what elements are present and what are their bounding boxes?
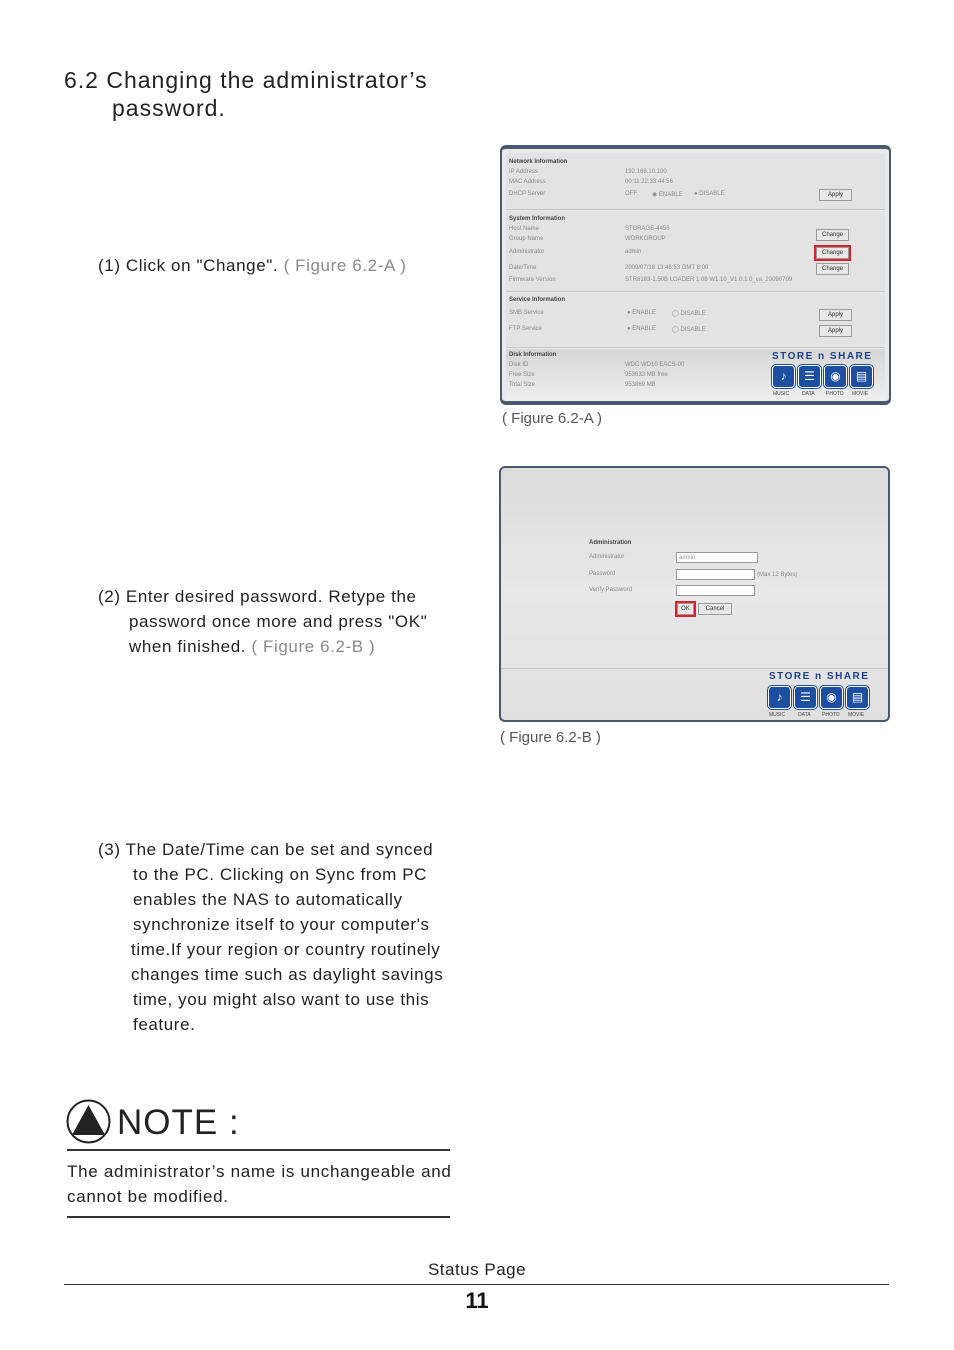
system-info-title: System Information <box>509 216 566 222</box>
ftp-enable-radio[interactable]: ● ENABLE <box>627 326 656 332</box>
step-2 <box>98 584 427 659</box>
step-3 <box>98 837 468 1037</box>
free-size-label: Free Size <box>509 372 535 378</box>
network-info-section <box>506 153 885 210</box>
music-icon-b-label: MUSIC <box>769 712 786 718</box>
step-3-line-3: enables the NAS to automatically <box>133 890 403 909</box>
figure-6-2-b-caption: ( Figure 6.2-B ) <box>500 729 601 746</box>
cancel-button[interactable]: Cancel <box>698 603 732 615</box>
password-hint: (Max 12 Bytes) <box>757 572 798 578</box>
ftp-disable-radio[interactable]: ◯ DISABLE <box>672 327 706 333</box>
mac-value: 00:11:22:33:44:56 <box>625 179 673 185</box>
dhcp-value: OFF <box>625 191 637 197</box>
service-info-title: Service Information <box>509 297 566 303</box>
step-2-line-3 <box>98 634 427 659</box>
photo-icon-b[interactable]: ◉ <box>820 686 843 709</box>
note-text-line-1: The administrator’s name is unchangeable and <box>67 1162 452 1181</box>
system-info-section <box>506 211 885 292</box>
movie-icon-b-label: MOVIE <box>848 712 865 718</box>
photo-icon[interactable]: ◉ <box>824 365 847 388</box>
note-title: NOTE : <box>117 1103 240 1142</box>
footer-label: Status Page <box>427 1260 527 1279</box>
step-2-line-2: password once more and press "OK" <box>129 612 428 631</box>
note-top-rule <box>67 1149 450 1151</box>
ftp-label: FTP Service <box>509 326 542 332</box>
administrator-value: admin <box>625 249 642 255</box>
step-1-figure-ref: ( Figure 6.2-A ) <box>283 256 407 275</box>
movie-icon-b[interactable]: ▤ <box>846 686 869 709</box>
section-heading-line-1: 6.2 Changing the administrator’s <box>64 67 428 93</box>
section-heading-line-2: password. <box>112 95 226 121</box>
figure-6-2-a-screenshot <box>500 145 891 405</box>
network-info-title: Network Information <box>509 159 568 165</box>
photo-icon-label: PHOTO <box>826 391 844 397</box>
verify-password-input[interactable] <box>676 585 755 596</box>
verify-password-label: Verify Password <box>589 587 633 593</box>
total-size-value: 953869 MB <box>625 382 656 388</box>
data-icon[interactable]: ☰ <box>798 365 821 388</box>
music-icon[interactable]: ♪ <box>772 365 795 388</box>
date-time-change-button[interactable]: Change <box>816 263 849 275</box>
step-2-line-3-text: when finished. <box>129 637 252 656</box>
note-text <box>67 1159 467 1209</box>
disk-info-section <box>506 349 885 401</box>
administrator-change-button[interactable]: Change <box>816 247 849 259</box>
step-3-line-6: changes time such as daylight savings <box>131 965 444 984</box>
step-3-line-8: feature. <box>133 1015 196 1034</box>
figure-6-2-a-caption: ( Figure 6.2-A ) <box>502 410 603 427</box>
step-3-line-1: (3) The Date/Time can be set and synced <box>98 840 434 859</box>
password-input[interactable] <box>676 569 755 580</box>
ok-button[interactable]: OK <box>677 603 694 615</box>
step-3-line-5: time.If your region or country routinely <box>131 940 441 959</box>
music-icon-b[interactable]: ♪ <box>768 686 791 709</box>
service-info-section <box>506 293 885 348</box>
note-text-line-2: cannot be modified. <box>67 1187 229 1206</box>
password-label: Password <box>589 571 616 577</box>
movie-icon-label: MOVIE <box>852 391 869 397</box>
host-name-change-button[interactable]: Change <box>816 229 849 241</box>
firmware-label: Firmware Version <box>509 277 556 283</box>
section-heading <box>64 66 428 122</box>
dhcp-enable-radio[interactable]: ◉ ENABLE <box>652 192 683 198</box>
dhcp-disable-radio[interactable]: ● DISABLE <box>694 191 725 197</box>
data-icon-label: DATA <box>802 391 815 397</box>
ip-value: 192.168.10.100 <box>625 169 667 175</box>
mac-label: MAC Address <box>509 179 546 185</box>
step-3-line-4: synchronize itself to your computer's <box>133 915 430 934</box>
group-name-label: Group Name <box>509 236 544 242</box>
date-time-label: Date/Time <box>509 265 537 271</box>
ftp-apply-button[interactable]: Apply <box>819 325 852 337</box>
footer-rule <box>64 1284 889 1285</box>
step-3-line-7: time, you might also want to use this <box>133 990 430 1009</box>
free-size-value: 953633 MB free <box>625 372 668 378</box>
total-size-label: Total Size <box>509 382 536 388</box>
dhcp-label: DHCP Server <box>509 191 546 197</box>
ip-label: IP Address <box>509 169 538 175</box>
smb-enable-radio[interactable]: ● ENABLE <box>627 310 656 316</box>
administrator-label: Administrator <box>509 249 545 255</box>
store-n-share-logo-b: STORE n SHARE <box>769 671 870 682</box>
movie-icon[interactable]: ▤ <box>850 365 873 388</box>
note-bottom-rule <box>67 1216 450 1218</box>
date-time-value: 2009/07/18 13:46:53 GMT 8:00 <box>625 265 709 271</box>
admin-name-field: admin <box>676 552 758 563</box>
step-2-line-1: (2) Enter desired password. Retype the <box>98 587 417 606</box>
disk-id-label: Disk ID <box>509 362 529 368</box>
photo-icon-b-label: PHOTO <box>822 712 840 718</box>
page-number: 11 <box>465 1288 489 1313</box>
firmware-value: STR8183-1.50B LOADER 1.08 W1.10_V1.0.1.0_va_20090709 <box>625 277 793 283</box>
disk-info-title: Disk Information <box>509 352 557 358</box>
music-icon-label: MUSIC <box>773 391 790 397</box>
step-1 <box>98 253 407 278</box>
store-n-share-logo: STORE n SHARE <box>772 351 873 362</box>
step-3-line-2: to the PC. Clicking on Sync from PC <box>133 865 428 884</box>
admin-name-label: Administrator <box>589 554 625 560</box>
administration-title: Administration <box>589 540 632 546</box>
figure-6-2-b-screenshot <box>499 466 890 722</box>
disk-id-value: WDC WD10 EACS-00 <box>625 362 685 368</box>
smb-disable-radio[interactable]: ◯ DISABLE <box>672 311 706 317</box>
warning-icon <box>66 1099 111 1144</box>
group-name-value: WORKGROUP <box>625 236 666 242</box>
host-name-label: Host Name <box>509 226 540 232</box>
smb-label: SMB Service <box>509 310 544 316</box>
smb-apply-button[interactable]: Apply <box>819 309 852 321</box>
step-2-figure-ref: ( Figure 6.2-B ) <box>251 637 376 656</box>
data-icon-b-label: DATA <box>798 712 811 718</box>
host-name-value: STORAGE-4456 <box>625 226 670 232</box>
step-1-text: (1) Click on "Change". <box>98 256 284 275</box>
footer-divider <box>501 668 888 669</box>
data-icon-b[interactable]: ☰ <box>794 686 817 709</box>
network-apply-button[interactable]: Apply <box>819 189 852 201</box>
